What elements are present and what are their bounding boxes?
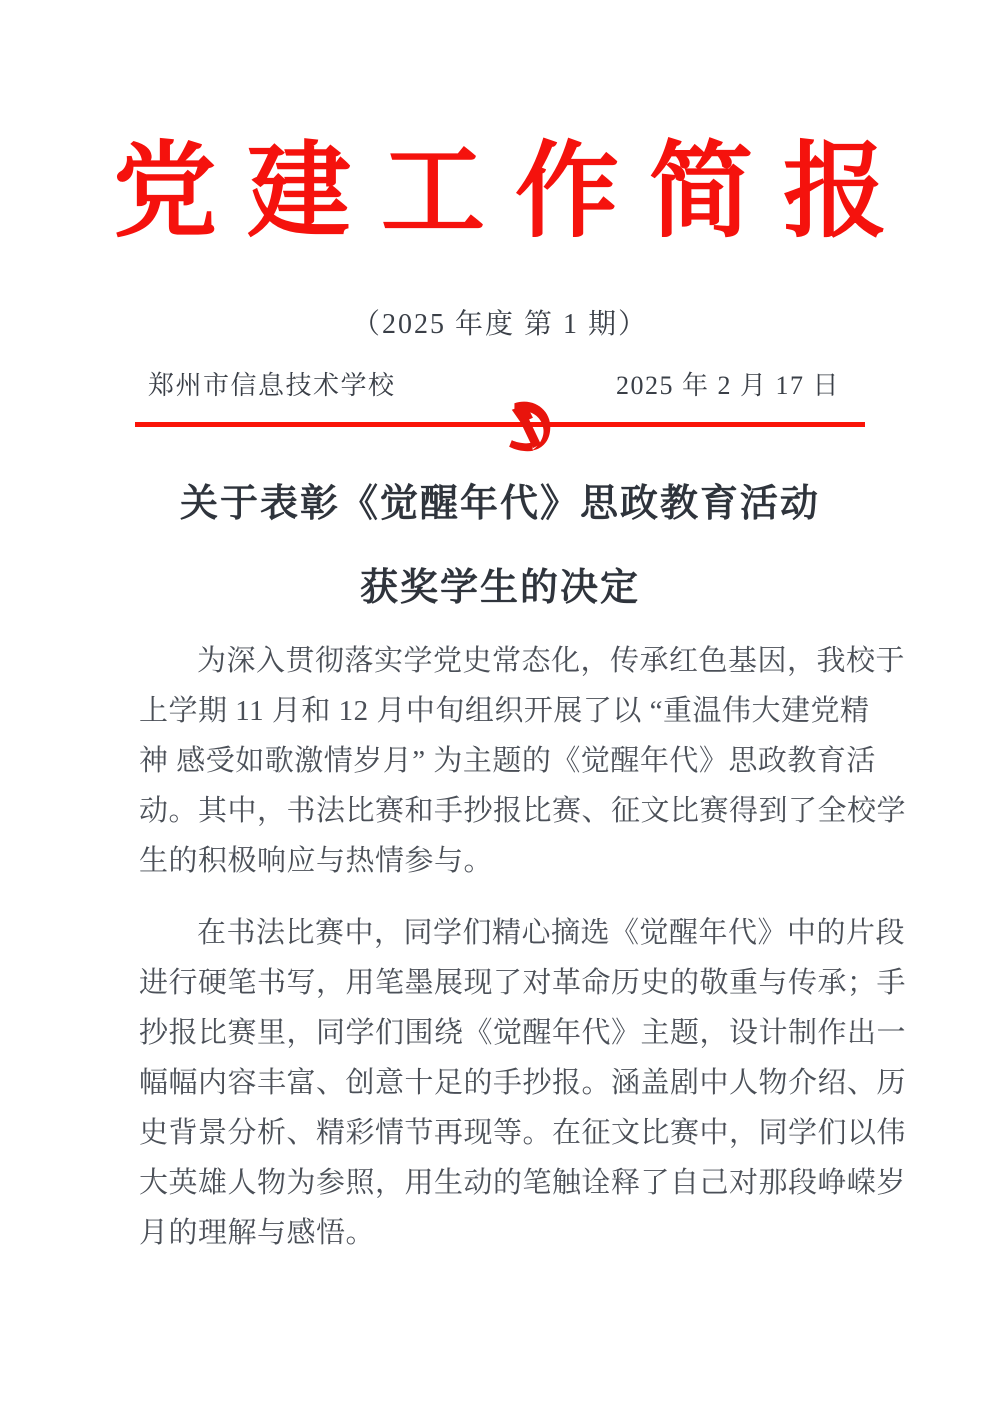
paragraph-line: 在书法比赛中，同学们精心摘选《觉醒年代》中的片段 — [197, 917, 906, 949]
document-title-line-1: 关于表彰《觉醒年代》思政教育活动 — [179, 483, 820, 525]
publication-date: 2025 年 2 月 17 日 — [615, 371, 840, 400]
paragraph-2 — [139, 908, 907, 1258]
paragraph-line: 生的积极响应与热情参与。 — [139, 845, 494, 877]
paragraph-line: 月的理解与感悟。 — [139, 1217, 376, 1249]
issue-number: （2025 年度 第 1 期） — [351, 309, 648, 340]
paragraph-line: 为深入贯彻落实学党史常态化，传承红色基因，我校于 — [197, 645, 906, 677]
masthead — [0, 128, 1000, 258]
paragraph-line: 动。其中，书法比赛和手抄报比赛、征文比赛得到了全校学 — [139, 795, 907, 827]
organization-name: 郑州市信息技术学校 — [148, 371, 396, 400]
paragraph-line: 大英雄人物为参照，用生动的笔触诠释了自己对那段峥嵘岁 — [139, 1167, 907, 1199]
paragraph-line: 史背景分析、精彩情节再现等。在征文比赛中，同学们以伟 — [139, 1117, 907, 1149]
paragraph-line: 抄报比赛里，同学们围绕《觉醒年代》主题，设计制作出一 — [139, 1017, 907, 1049]
paragraph-1 — [139, 636, 907, 886]
paragraph-line: 神 感受如歌激情岁月” 为主题的《觉醒年代》思政教育活 — [139, 745, 876, 777]
masthead-divider — [0, 408, 1000, 468]
paragraph-line: 幅幅内容丰富、创意十足的手抄报。涵盖剧中人物介绍、历 — [139, 1067, 907, 1099]
masthead-title: 党建工作简报 — [112, 135, 917, 250]
document-title — [0, 462, 1000, 630]
document-title-line-2: 获奖学生的决定 — [359, 567, 640, 609]
paragraph-line: 进行硬笔书写，用笔墨展现了对革命历史的敬重与传承；手 — [139, 967, 907, 999]
document-body — [139, 636, 907, 1280]
paragraph-line: 上学期 11 月和 12 月中旬组织开展了以 “重温伟大建党精 — [139, 695, 870, 727]
hammer-and-sickle-icon — [492, 390, 558, 456]
